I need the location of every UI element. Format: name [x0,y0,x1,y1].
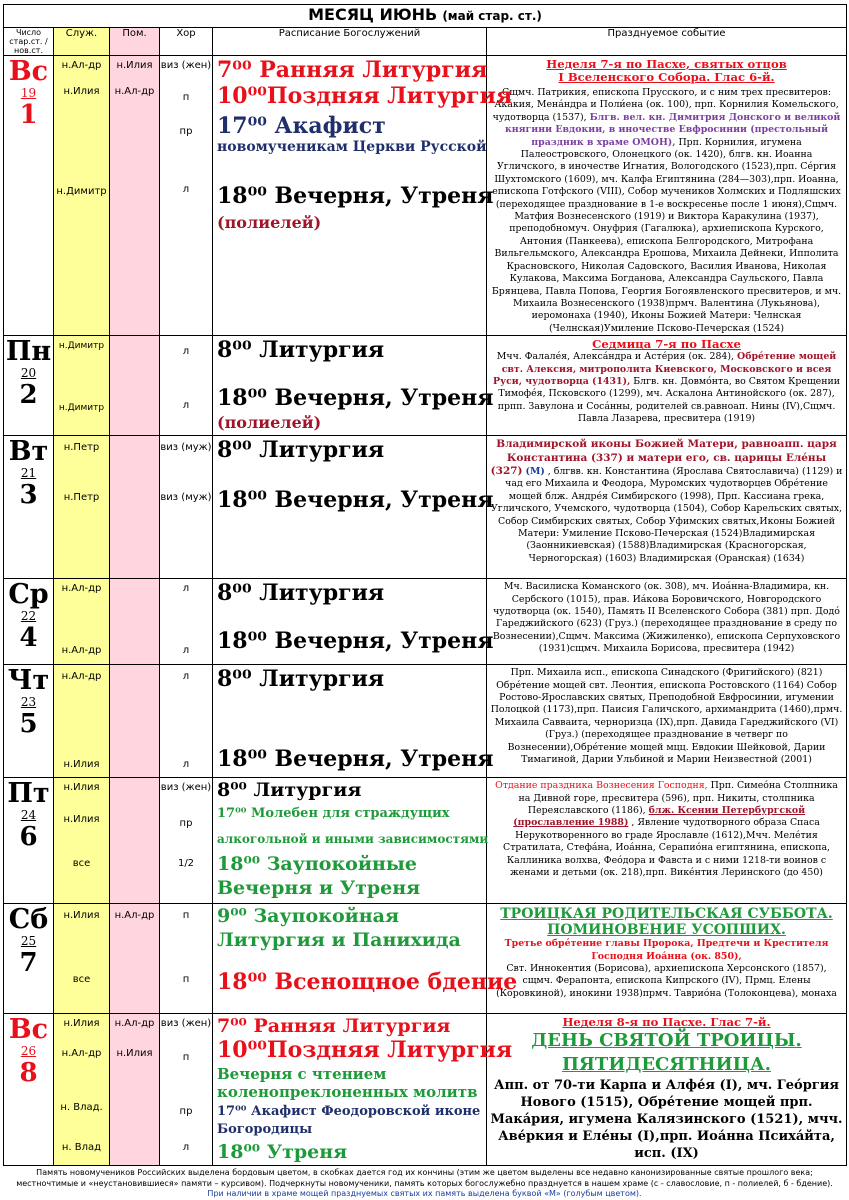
event-cell [487,579,847,665]
service-time: 18⁰⁰ Вечерня, Утреня [217,628,494,655]
event-text: Мчч. Фалале́я, Алекса́ндра и Асте́рия (ок. 284), [496,351,735,363]
priest-name: н.Илия [63,782,100,794]
day-row [4,665,847,778]
event-subtitle: Третье обре́тение главы Пророка, Предтечи и Крестителя Господня Иоа́нна (ок. 850), [504,938,829,962]
service-time: 9⁰⁰ Заупокойная [217,905,399,928]
weekday: Вс [8,56,49,87]
service-note: алкогольной и иными зависимостями [217,832,489,847]
new-style-date: 2 [19,380,38,411]
event-text: Свт. Иннокентия (Борисова), архиепископа Херсонского (1857), сщмч. Ферапонта, епископа Кипрского (IV), Прмц. Елены (Коровкиной), инокини 1938)прмч. Таврио́на (Толоконцева), монаха [496,962,837,999]
pom-cell [110,56,160,336]
priest-name: н.Ал-др [61,645,102,657]
choir-type: виз (жен) [160,782,212,794]
priest-name: н.Петр [63,492,100,504]
event-text-highlight: Обре́тение мощей свт. Алексия, митрополита Киевского, Московского и всея Руси, чудотворца (1431), [493,351,837,387]
choir-type: л [182,1142,190,1154]
service-time: 18⁰⁰ Утреня [217,1141,348,1164]
date-cell [4,336,54,436]
schedule-cell [213,1014,513,1166]
weekday: Пт [7,778,50,810]
schedule-table [3,4,847,1166]
schedule-cell [213,665,494,778]
date-cell [4,579,54,665]
choir-type: л [182,184,190,195]
event-cell [487,56,847,336]
choir-type: 1/2 [177,858,195,870]
date-cell [4,56,54,336]
serv-cell [54,778,110,904]
event-title: ПОМИНОВЕНИЕ УСОПШИХ. [547,922,786,939]
header-hor: Хор [160,28,213,56]
choir-type: п [182,910,190,922]
service-time: 10⁰⁰Поздняя Литургия [217,83,513,109]
new-style-date: 4 [19,623,38,654]
choir-type: л [182,400,190,412]
footer-line: При наличии в храме мощей празднуемых святых их память выделена буквой «М» (голубым цветом). [207,1189,642,1199]
event-text-highlight: Блгв. вел. кн. Димитрия Донского и великой княгини Евдокии, в иночестве Евфросинии (престольный праздник в храме ОМОН), [505,111,841,148]
choir-type: п [182,92,190,103]
header-schedule: Расписание Богослужений [213,28,487,56]
relics-mark: (М) [525,465,545,477]
old-style-date: 20 [20,366,37,381]
title-month: МЕСЯЦ ИЮНЬ [308,5,438,24]
event-text: , блгвв. кн. Константина (Ярослава Святославича) (1129) и чад его Михаила и Феодора, Муромских чудотворцев Обре́тение мощей блж. Андре́я Симбирского (1998), Прп. Кассиана грека, Угличского, Учемского, чудотворца (1504), Собор Карельских святых, Собор Симбирских святых, Собор Уфимских святых,Иконы Божией Матери: Умиление Псково-Печерская (1524)Владимирская (Заонникиевская) (1588)Владимирская (Красногорская, Черногорская) (1603) Владимирская (Оранская) (1634) [491,465,843,564]
service-note: (полиелей) [217,213,322,232]
event-cell [487,436,847,579]
event-text: Прп. Корнилия, игумена Палеостровского, Олонецкого (ок. 1420), блгв. кн. Иоанна Угличского, в иночестве Игнатия, Вологодского (1523),прп. Се́ргия Шухтомского (1609), мч. Калфа Египтянина (284—303),прп. Иоанна, епископа Готфского (VIII), Собор мучеников Холмских и Подляшских (переходящее празднование в 1-е воскресенье после 1 июня),Сщмч. Матфия Вознесенского (1919) и Виктора Каракулина (1937), преподобномуч. Онуфрия (Гагалюка), архиепископа Курского, Антония (Панкеева), епископа Белгородского, Митрофана Вильгельмского, Александра Ерошова, Михаила Дейнеки, Ипполита Красновского, Николая Садовского, Василия Иванова, Николая Кулакова, Максима Богданова, Александра Саульского, Павла Брянцева, Павла Попова, Георгия Богоявленского пресвитеров, и мч. Михаила Вознесенского (1938)прмч. Валентина (Лукьянова), иеромонаха (1940), Иконы Божией Матери: Челнская (Челнская)Умиление Псково-Печерская (1524) [491,136,842,334]
old-style-date: 26 [20,1044,37,1059]
choir-type: виз (жен) [160,60,212,71]
service-time: 7⁰⁰ Ранняя Литургия [217,57,488,83]
event-title: Седмица 7-я по Пасхе [592,337,741,352]
service-time: 8⁰⁰ Литургия [217,437,385,464]
event-title: Владимирской иконы Божией Матери, равноапп. царя Константина (337) и матери его, св. царицы Еле́ны (327) [490,438,837,477]
header-pom: Пом. [110,28,160,56]
event-title: I Вселенского Собора. Глас 6-й. [558,70,775,84]
pom-cell [110,579,160,665]
calendar-sheet [3,4,846,1200]
event-text: Прп. Симео́на Столпника на Дивной горе, пресвитера (596), прп. Никиты, столпника Переяславского (1186), [518,780,838,816]
event-text: Блгв. кн. Довмо́нта, во Святом Крещении Тимофе́я, Псковского (1299), мч. Аскалона Антинойского (ок. 287), прпп. Завулона и Соса́нны, родителей св.равноап. Нины (IV),Сщмч. Павла Лазарева, пресвитера (1919) [497,375,840,425]
schedule-cell [213,778,487,904]
service-time: 8⁰⁰ Литургия [217,337,385,364]
pom-cell [110,436,160,579]
service-note: Вечерня и Утреня [217,877,421,900]
event-cell [487,778,847,904]
old-style-date: 19 [20,86,37,100]
choir-cell [160,336,213,436]
service-note: Литургия и Панихида [217,929,461,952]
schedule-cell [213,436,494,579]
new-style-date: 5 [19,709,38,740]
serv-cell [54,436,110,579]
event-text-highlight: блж. Ксении Петербургской (прославление 1988) [513,804,806,829]
old-style-date: 23 [20,695,37,710]
event-text: , Явление чудотворного образа Спаса Нерукотворенного во граде Ярославле (1612),Мчч. Меле́тия Стратилата, Стефа́на, Иоа́нна, Серапио́на египтянина, епископа, Каллиника волхва, Фео́дора и Фавста и с ними 1218-ти воинов с женами и детьми (ок. 218),прп. Вике́нтия Леринского (до 450) [503,817,831,878]
pom-cell [110,336,160,436]
choir-cell [160,436,213,579]
weekday: Сб [8,904,49,936]
event-title: Неделя 7-я по Пасхе, святых отцов [546,57,787,71]
priest-name: н.Илия [63,1018,100,1030]
footer-line: Память новомучеников Российских выделена бордовым цветом, в скобках дается год их кончины (этим же цветом выделены все недавно канонизированные святые прошлого века; [36,1168,813,1178]
choir-type: л [182,759,190,771]
service-note: коленопреклоненных молитв [217,1083,478,1102]
schedule-cell [213,904,518,1014]
schedule-cell [213,579,494,665]
serv-cell [54,56,110,336]
service-time: 18⁰⁰ Всенощное бдение [217,969,518,996]
event-cell [487,904,847,1014]
priest-name: н.Ал-др [61,671,102,683]
assistant-name: н.Ал-др [114,1018,155,1030]
day-row [4,904,847,1014]
service-time: 8⁰⁰ Литургия [217,779,362,802]
old-style-date: 22 [20,609,37,624]
feast-title: ДЕНЬ СВЯТОЙ ТРОИЦЫ. [531,1030,802,1052]
choir-type: виз (жен) [160,1018,212,1030]
choir-cell [160,1014,213,1166]
priest-name: н.Ал-др [61,1048,102,1060]
feast-title: ПЯТИДЕСЯТНИЦА. [562,1054,771,1076]
priest-name: н.Илия [63,86,100,97]
pom-cell [110,1014,160,1166]
service-time: 18⁰⁰ Вечерня, Утреня [217,385,494,412]
priest-name: н.Ал-др [61,583,102,595]
new-style-date: 6 [19,822,38,853]
priest-name: н.Илия [63,814,100,826]
serv-cell [54,665,110,778]
date-cell [4,436,54,579]
day-row [4,56,847,336]
choir-type: пр [179,1106,193,1118]
priest-name: н.Илия [63,759,100,771]
priest-name: н.Илия [63,910,100,922]
event-title: Неделя 8-я по Пасхе. Глас 7-й. [562,1015,771,1030]
priest-name: н. Влад [61,1142,102,1154]
page-title [4,5,847,28]
choir-type: пр [179,818,193,830]
day-row [4,579,847,665]
new-style-date: 3 [19,480,38,511]
service-time: 7⁰⁰ Ранняя Литургия [217,1015,451,1038]
service-time: 17⁰⁰ Молебен для страждущих [217,806,450,822]
service-time: 10⁰⁰Поздняя Литургия [217,1037,513,1064]
serv-cell [54,579,110,665]
serv-cell [54,1014,110,1166]
priest-name: н. Влад. [60,1102,103,1114]
event-cell [487,336,847,436]
title-old-style: (май стар. ст.) [442,9,542,23]
serv-cell [54,904,110,1014]
choir-cell [160,56,213,336]
choir-type: л [182,583,190,595]
weekday: Пн [5,336,52,368]
assistant-name: н.Ал-др [114,86,155,97]
service-time: 18⁰⁰ Вечерня, Утреня [217,487,494,514]
new-style-date: 1 [19,100,38,130]
priest-name: н.Димитр [56,186,107,197]
choir-type: пр [179,126,193,137]
footer-line: местночтимые и «неустановившиеся» памяти – курсивом). Подчеркнуты новомученики, память которых богослужебно празднуется в нашем храме (с - славословие, п - полиелей, б - бдение). [16,1178,833,1188]
choir-type: виз (муж) [160,442,212,454]
header-serv: Служ. [54,28,110,56]
priest-name: все [72,974,91,986]
event-text: Мч. Василиска Команского (ок. 308), мч. Иоа́нна-Владимира, кн. Сербского (1015), прав. Иа́кова Боровичского, Новгородского чудотворца (ок. 1540), Память II Вселенского Собора (381) прп. Додо́ Гареджийского (623) (Груз.) (переходящее празднование в среду по Вознесении),Сщмч. Максима (Жижиленко), епископа Серпуховского (1931)сщмч. Михаила Борисова, пресвитера (1942) [492,581,841,655]
old-style-date: 24 [20,808,37,823]
weekday: Вт [8,436,49,468]
choir-type: виз (муж) [160,492,212,504]
priest-name: н.Ал-др [61,60,102,71]
day-row [4,436,847,579]
event-cell [487,665,847,778]
service-time: 18⁰⁰ Вечерня, Утреня [217,746,494,773]
date-cell [4,665,54,778]
service-time: 8⁰⁰ Литургия [217,666,385,693]
choir-cell [160,665,213,778]
choir-type: л [182,671,190,683]
service-time: 17⁰⁰ Акафист [217,113,386,139]
service-note: Богородицы [217,1122,313,1138]
choir-type: л [182,346,190,358]
day-row [4,336,847,436]
choir-type: п [182,974,190,986]
weekday: Ср [8,579,49,611]
choir-type: п [182,1052,190,1064]
choir-cell [160,579,213,665]
footer-notes [3,1168,846,1200]
weekday: Чт [7,665,50,697]
header-event: Празднуемое событие [487,28,847,56]
schedule-cell [213,336,494,436]
pom-cell [110,904,160,1014]
new-style-date: 7 [19,948,38,979]
date-cell [4,904,54,1014]
old-style-date: 21 [20,466,37,481]
event-cell [487,1014,847,1166]
pom-cell [110,665,160,778]
choir-type: л [182,645,190,657]
pom-cell [110,778,160,904]
serv-cell [54,336,110,436]
event-text: Прп. Михаила исп., епископа Синадского (Фригийского) (821) Обре́тение мощей свт. Леонтия, епископа Ростовского (1164) Собор Ростово-Ярославских святых, Преподобной Евфросинии, игумении Полоцкой (1173),прп. Паисия Галичского, архимандрита (1460),прмч. Михаила Савваита, черноризца (IX),прп. Давида Гареджийского (VI) (Груз.) (переходящее празднование в четверг по Вознесении),Обре́тение мощей мцц. Евдокии Шейковой, Дарии Тимагиной, Дарии Ульбиной и Марии Неизвестной (2001) [490,667,843,765]
old-style-date: 25 [20,934,37,949]
event-text: Апп. от 70-ти Карпа и Алфе́я (I), мч. Гео́ргия Нового (1515), Обре́тение мощей прп. Мака́рия, игумена Калязинского (1521), мчч. Аве́ркия и Еле́ны (I),прп. Иоа́нна Психа́йта, исп. (IX) [490,1078,843,1162]
date-cell [4,1014,54,1166]
date-cell [4,778,54,904]
choir-cell [160,778,213,904]
priest-name: н.Димитр [58,403,105,414]
assistant-name: н.Ал-др [114,910,155,922]
choir-cell [160,904,213,1014]
service-time: 18⁰⁰ Вечерня, Утреня [217,183,494,209]
assistant-name: н.Илия [116,60,153,71]
event-title: ТРОИЦКАЯ РОДИТЕЛЬСКАЯ СУББОТА. [500,906,833,923]
event-title: Отдание праздника Вознесения Господня, [495,780,708,792]
service-note: Вечерня с чтением [217,1065,387,1084]
day-row [4,778,847,904]
service-note: новомученикам Церкви Русской [217,139,487,155]
service-time: 8⁰⁰ Литургия [217,580,385,607]
event-text: Сщмч. Патрикия, епископа Прусского, и с ним трех пресвитеров: Ака́кия, Мена́ндра и Поли́ена (ок. 100), прп. Корнилия Комельского, чудотворца (1537), [492,87,839,123]
priest-name: все [72,858,91,870]
day-row [4,1014,847,1166]
assistant-name: н.Илия [116,1048,153,1060]
schedule-cell [213,56,513,336]
header-number: Число стар.ст. /нов.ст. [4,28,54,56]
weekday: Вс [8,1014,49,1046]
service-time: 17⁰⁰ Акафист Феодоровской иконе [217,1104,481,1120]
new-style-date: 8 [19,1058,38,1089]
service-note: (полиелей) [217,413,322,433]
service-time: 18⁰⁰ Заупокойные [217,853,417,876]
priest-name: н.Петр [63,442,100,454]
priest-name: н.Димитр [58,341,105,352]
